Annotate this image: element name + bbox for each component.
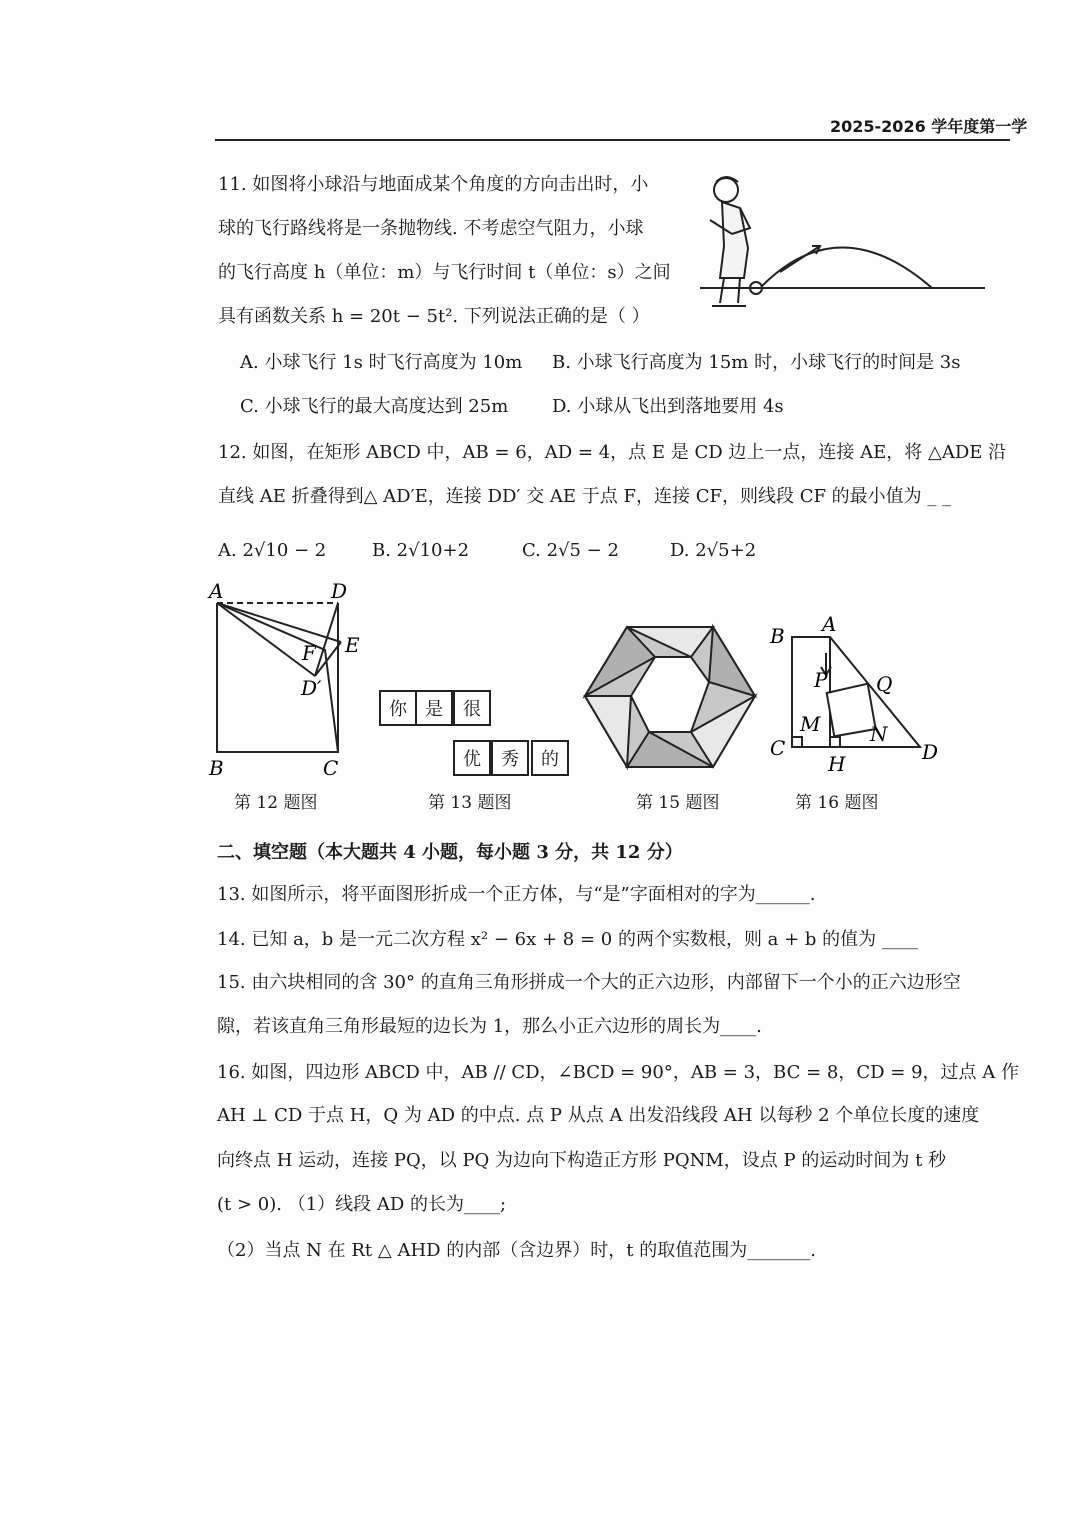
q11-line-3: 的飞行高度 h（单位：m）与飞行时间 t（单位：s）之间 — [218, 262, 671, 283]
figure-12 — [205, 580, 365, 780]
net-cell-you: 优 — [453, 740, 491, 776]
q16-line-3: 向终点 H 运动，连接 PQ，以 PQ 为边向下构造正方形 PQNM，设点 P 的运动时间为 t 秒 — [217, 1150, 947, 1171]
header-rule — [215, 139, 1010, 141]
label-b: B — [209, 756, 224, 780]
square-pqnm — [826, 684, 875, 737]
segment-ae — [217, 603, 341, 642]
label-d: D — [331, 579, 348, 603]
caption-fig12: 第 12 题图 — [234, 793, 318, 813]
q12-option-b: B. 2√10+2 — [372, 540, 470, 561]
q15-line-1: 15. 由六块相同的含 30° 的直角三角形拼成一个大的正六边形，内部留下一个小的正六边形空 — [217, 972, 961, 993]
net-cell-de: 的 — [531, 740, 569, 776]
q11-option-c: C. 小球飞行的最大高度达到 25m — [240, 396, 509, 417]
q11-line-2: 球的飞行路线将是一条抛物线. 不考虑空气阻力，小球 — [218, 218, 644, 239]
q16-line-4: (t > 0). （1）线段 AD 的长为____; — [217, 1194, 507, 1215]
net-cell-shi: 是 — [415, 690, 453, 726]
label-q-16: Q — [876, 672, 893, 696]
label-m-16: M — [800, 712, 821, 736]
golfer-legs — [720, 278, 740, 303]
trajectory-arrow — [780, 246, 820, 272]
label-h-16: H — [828, 752, 846, 776]
q11-line-4: 具有函数关系 h = 20t − 5t². 下列说法正确的是（ ） — [218, 306, 650, 327]
label-f: F — [302, 641, 316, 665]
net-cell-xiu: 秀 — [491, 740, 529, 776]
net-cell-hen: 很 — [453, 690, 491, 726]
label-b-16: B — [770, 624, 785, 648]
q13-text: 13. 如图所示，将平面图形折成一个正方体，与“是”字面相对的字为______. — [217, 884, 816, 905]
q16-line-2: AH ⊥ CD 于点 H，Q 为 AD 的中点. 点 P 从点 A 出发沿线段 AH 以每秒 2 个单位长度的速度 — [217, 1105, 980, 1126]
q12-option-a: A. 2√10 − 2 — [218, 540, 327, 561]
golfer-figure — [700, 168, 990, 318]
label-c: C — [323, 756, 339, 780]
label-n-16: N — [870, 722, 888, 746]
q12-option-c: C. 2√5 − 2 — [522, 540, 619, 561]
label-e: E — [345, 633, 360, 657]
q11-option-b: B. 小球飞行高度为 15m 时，小球飞行的时间是 3s — [552, 352, 961, 373]
right-angle-h — [830, 737, 840, 747]
q12-line-1: 12. 如图，在矩形 ABCD 中，AB = 6，AD = 4，点 E 是 CD 边上一点，连接 AE，将 △ADE 沿 — [218, 442, 1007, 463]
q16-line-1: 16. 如图，四边形 ABCD 中，AB // CD，∠BCD = 90°，AB = 3，BC = 8，CD = 9，过点 A 作 — [217, 1062, 1019, 1083]
label-a-16: A — [822, 612, 837, 636]
figure-16 — [770, 612, 950, 776]
q11-option-a: A. 小球飞行 1s 时飞行高度为 10m — [240, 352, 523, 373]
q11-option-d: D. 小球从飞出到落地要用 4s — [552, 396, 784, 417]
triangle-5 — [585, 696, 631, 767]
label-p-16: P — [814, 668, 828, 692]
q11-line-1: 11. 如图将小球沿与地面成某个角度的方向击出时，小 — [218, 174, 649, 195]
q14-text: 14. 已知 a，b 是一元二次方程 x² − 6x + 8 = 0 的两个实数根，则 a + b 的值为 ____ — [217, 929, 918, 950]
right-angle-c — [792, 737, 802, 747]
caption-fig15: 第 15 题图 — [636, 793, 720, 813]
q16-line-5: （2）当点 N 在 Rt △ AHD 的内部（含边界）时，t 的取值范围为_______. — [217, 1240, 816, 1261]
q12-line-2: 直线 AE 折叠得到△ AD′E，连接 DD′ 交 AE 于点 F，连接 CF，则线段 CF 的最小值为 _ _ — [218, 486, 952, 507]
q15-line-2: 隙，若该直角三角形最短的边长为 1，那么小正六边形的周长为____. — [217, 1016, 762, 1037]
label-c-16: C — [770, 736, 786, 760]
label-d-16: D — [922, 740, 939, 764]
net-cell-ni: 你 — [379, 690, 417, 726]
header-title: 2025-2026 学年度第一学 — [830, 117, 1028, 136]
label-a: A — [209, 579, 224, 603]
figure-15 — [585, 622, 755, 772]
q12-option-d: D. 2√5+2 — [670, 540, 757, 561]
caption-fig16: 第 16 题图 — [795, 793, 879, 813]
caption-fig13: 第 13 题图 — [428, 793, 512, 813]
section-2-heading: 二、填空题（本大题共 4 小题，每小题 3 分，共 12 分） — [217, 842, 683, 863]
label-d-prime: D′ — [301, 676, 322, 700]
